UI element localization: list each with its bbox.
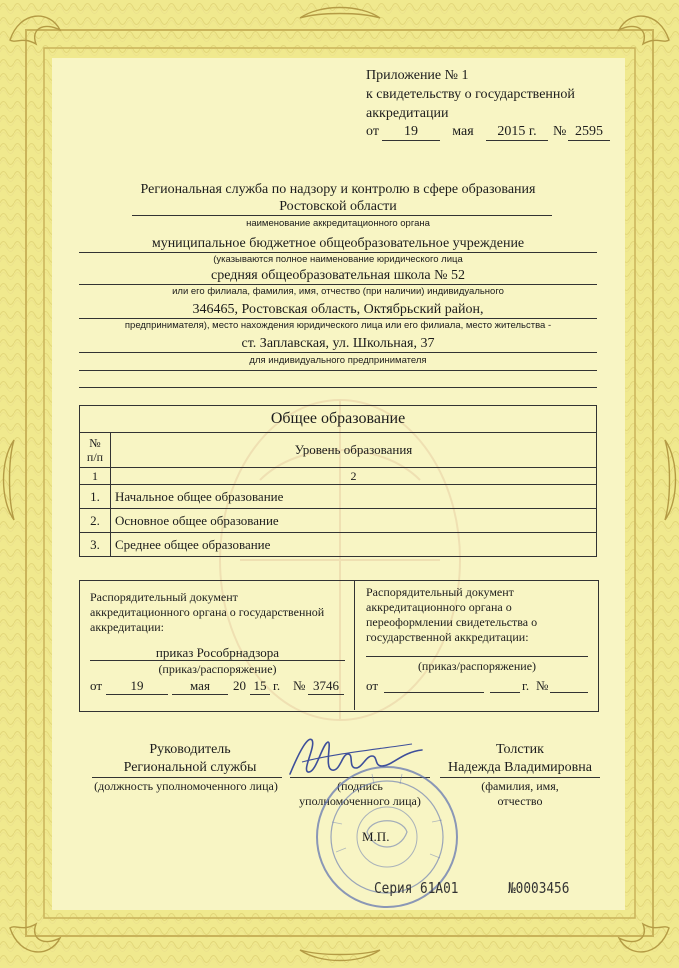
rule — [79, 352, 597, 353]
appendix-year: 2015 г. — [486, 124, 548, 141]
admin-doc-right-heading: Распорядительный документ аккредитационного органа о переоформлении свидетельства о государственной аккредитации: — [366, 585, 538, 644]
admin-doc-left-year-g: г. — [273, 678, 281, 693]
admin-doc-right-num-label: № — [536, 678, 549, 693]
admin-doc-right-from: от — [366, 678, 379, 693]
sign-caption2: уполномоченного лица) — [299, 794, 421, 808]
admin-doc-left-value: приказ Рособрнадзора — [155, 645, 280, 660]
signer-position1: Руководитель — [149, 742, 231, 757]
admin-doc-left-caption: (приказ/распоряжение) — [158, 662, 277, 676]
rule — [440, 777, 600, 778]
row-level: Среднее общее образование — [111, 533, 597, 557]
appendix-num-label: № — [553, 124, 567, 139]
appendix-line3: аккредитации — [366, 106, 449, 121]
col-index-2: 2 — [111, 468, 597, 485]
rule — [79, 252, 597, 253]
admin-doc-left-heading: Распорядительный документ аккредитационного органа о государственной аккредитации: — [90, 590, 325, 634]
rule — [384, 692, 484, 693]
education-table-title: Общее образование — [80, 406, 597, 433]
signer-position-caption: (должность уполномоченного лица) — [94, 779, 278, 793]
appendix-line2: к свидетельству о государственной — [366, 87, 575, 102]
table-row — [80, 509, 597, 533]
row-num: 2. — [80, 509, 111, 533]
col-num-header: № п/п — [80, 433, 111, 468]
row-level: Начальное общее образование — [111, 485, 597, 509]
institution-caption2: или его филиала, фамилия, имя, отчество (при наличии) индивидуального — [172, 286, 504, 297]
handwritten-signature — [282, 730, 432, 782]
appendix-day: 19 — [382, 124, 440, 141]
signer-position2: Региональной службы — [123, 760, 257, 775]
signer-given-names: Надежда Владимировна — [448, 760, 592, 775]
rule — [132, 215, 552, 216]
admin-doc-left-from: от — [90, 678, 103, 693]
rule — [490, 692, 520, 693]
signer-surname: Толстик — [496, 742, 544, 757]
form-series: Серия 61А01 — [374, 879, 459, 897]
stamp-place-label: М.П. — [362, 829, 390, 844]
sign-caption1: (подпись — [337, 779, 383, 793]
row-num: 3. — [80, 533, 111, 557]
col-index-1: 1 — [80, 468, 111, 485]
institution-name2: средняя общеобразовательная школа № 52 — [210, 268, 465, 283]
admin-doc-left-month: мая — [172, 678, 228, 695]
appendix-line1: Приложение № 1 — [366, 68, 469, 83]
institution-name1: муниципальное бюджетное общеобразовательное учреждение — [151, 236, 525, 251]
form-number: №0003456 — [508, 879, 570, 897]
admin-doc-left-day: 19 — [106, 678, 168, 695]
rule — [550, 692, 588, 693]
name-caption2: отчество — [497, 794, 543, 808]
admin-docs-divider — [354, 580, 355, 710]
table-row — [80, 485, 597, 509]
row-num: 1. — [80, 485, 111, 509]
admin-doc-left-year-prefix: 20 — [233, 678, 246, 693]
appendix-month: мая — [452, 124, 474, 139]
rule — [366, 656, 588, 657]
rule — [92, 777, 282, 778]
admin-doc-left-number: 3746 — [308, 678, 344, 695]
appendix-number: 2595 — [568, 124, 610, 141]
institution-caption3: предпринимателя), место нахождения юридического лица или его филиала, место жительства - — [124, 320, 552, 331]
rule — [79, 370, 597, 371]
institution-caption4: для индивидуального предпринимателя — [249, 355, 427, 366]
institution-caption1: (указываются полное наименование юридического лица — [213, 254, 463, 265]
authority-line2: Ростовской области — [279, 199, 397, 214]
rule — [79, 284, 597, 285]
authority-line1: Региональная служба по надзору и контролю в сфере образования — [140, 182, 536, 197]
col-level-header: Уровень образования — [111, 433, 597, 468]
institution-address2: ст. Заплавская, ул. Школьная, 37 — [241, 336, 435, 351]
appendix-from-label: от — [366, 124, 379, 139]
admin-doc-left-num-label: № — [293, 678, 306, 693]
rule — [90, 660, 345, 661]
institution-address1: 346465, Ростовская область, Октябрьский район, — [192, 302, 484, 317]
name-caption1: (фамилия, имя, — [481, 779, 559, 793]
row-level: Основное общее образование — [111, 509, 597, 533]
admin-doc-left-year-suffix: 15 — [250, 678, 270, 695]
education-table — [79, 405, 597, 557]
admin-doc-right-caption: (приказ/распоряжение) — [417, 659, 537, 673]
authority-caption: наименование аккредитационного органа — [246, 218, 430, 229]
rule — [79, 387, 597, 388]
admin-doc-right-year-g: г. — [522, 678, 530, 693]
rule — [79, 318, 597, 319]
table-row — [80, 533, 597, 557]
